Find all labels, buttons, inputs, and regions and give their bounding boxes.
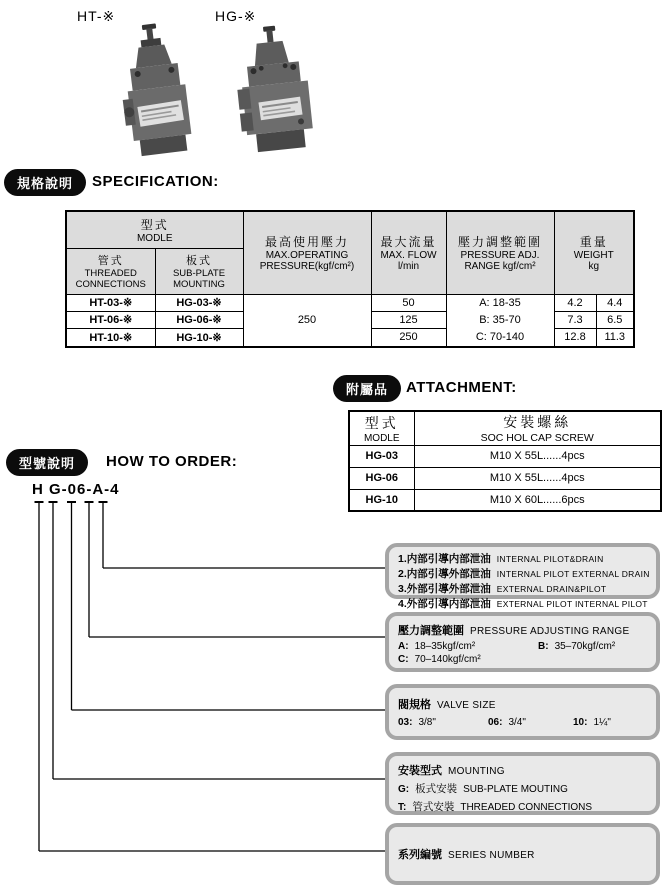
order-section-badge: 型號說明 xyxy=(6,449,88,476)
pilot-drain-box: 1.内部引導内部泄油 INTERNAL PILOT&DRAIN 2.内部引導外部泄油 INTERNAL PILOT EXTERNAL DRAIN 3.外部引導外部泄油 EXTERNAL DRAIN&PILOT 4.外部引導内部泄油 EXTERNAL PILOT INTERNAL PILOT xyxy=(385,543,660,599)
attachment-section-badge: 附屬品 xyxy=(333,375,401,402)
spec-header-max-flow: 最大流量 MAX. FLOW l/min xyxy=(371,211,446,294)
spec-header-max-pressure: 最高使用壓力 MAX.OPERATING PRESSURE(kgf/cm²) xyxy=(243,211,371,294)
series-number-box: 系列編號 SERIES NUMBER xyxy=(385,823,660,885)
spec-hg-model: HG-03-※ xyxy=(155,294,243,311)
spec-range-values: A: 18-35 B: 35-70 C: 70-140 xyxy=(446,294,554,347)
attachment-section-title: ATTACHMENT: xyxy=(406,379,517,396)
attachment-header-model: 型式 MODLE xyxy=(349,411,414,445)
pressure-range-box: 壓力調整範圍 PRESSURE ADJUSTING RANGE A: 18–35kgf/cm² B: 35–70kgf/cm² C: 70–140kgf/cm² xyxy=(385,612,660,672)
ht-model-label: HT-※ xyxy=(77,8,116,24)
attachment-header-screw: 安裝螺絲 SOC HOL CAP SCREW xyxy=(414,411,661,445)
spec-header-subplate: 板式 SUB-PLATE MOUNTING xyxy=(155,248,243,294)
order-section-title: HOW TO ORDER: xyxy=(106,453,238,470)
mounting-box: 安裝型式 MOUNTING G: 板式安裝 SUB-PLATE MOUTING T: 管式安裝 THREADED CONNECTIONS xyxy=(385,752,660,815)
attachment-row: HG-03 M10 X 55L......4pcs xyxy=(349,445,661,467)
model-code: H G-06-A-4 xyxy=(32,481,120,498)
spec-header-model: 型式 MODLE xyxy=(66,211,243,248)
spec-row: HT-10-※ HG-10-※ 250 12.8 11.3 xyxy=(66,328,634,346)
attachment-row: HG-10 M10 X 60L......6pcs xyxy=(349,489,661,511)
spec-row: HT-06-※ HG-06-※ 125 7.3 6.5 xyxy=(66,311,634,328)
spec-header-threaded: 管式 THREADED CONNECTIONS xyxy=(66,248,155,294)
spec-weight-ht: 4.2 xyxy=(554,294,596,311)
spec-weight-hg: 4.4 xyxy=(596,294,634,311)
spec-section-title: SPECIFICATION: xyxy=(92,173,219,190)
spec-header-weight: 重量 WEIGHT kg xyxy=(554,211,634,294)
spec-section-badge: 規格說明 xyxy=(4,169,86,196)
valve-size-box: 閥規格 VALVE SIZE 03: 3/8" 06: 3/4" 10: 1¼" xyxy=(385,684,660,740)
hg-model-label: HG-※ xyxy=(215,8,257,24)
spec-header-adj-range: 壓力調整範圍 PRESSURE ADJ. RANGE kgf/cm² xyxy=(446,211,554,294)
spec-pressure-value: 250 xyxy=(243,294,371,347)
attachment-row: HG-06 M10 X 55L......4pcs xyxy=(349,467,661,489)
spec-ht-model: HT-03-※ xyxy=(66,294,155,311)
spec-flow-value: 50 xyxy=(371,294,446,311)
